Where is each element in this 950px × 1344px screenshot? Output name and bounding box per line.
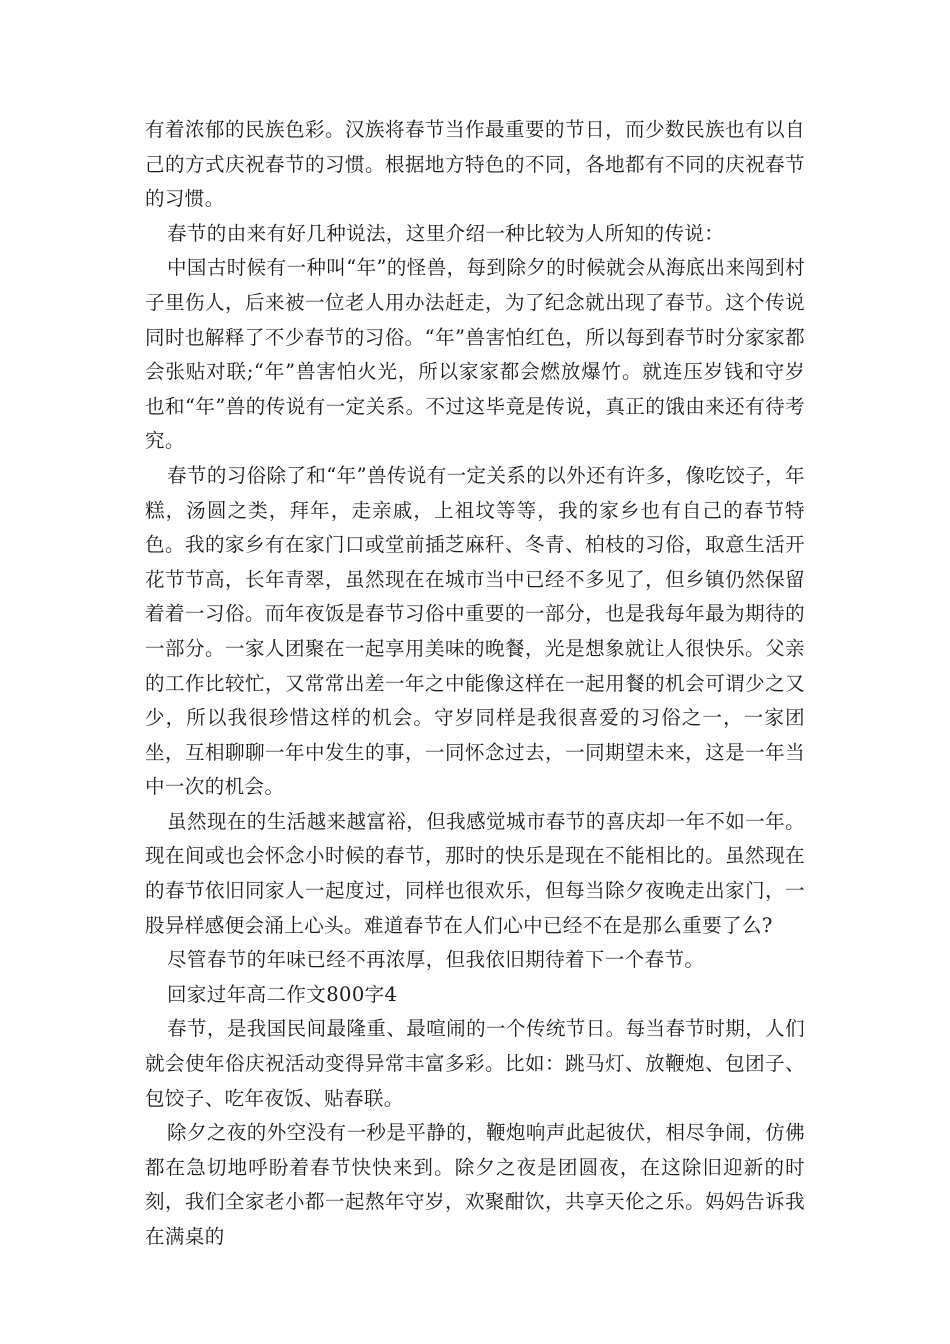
paragraph-spring-festival: 春节，是我国民间最隆重、最喧闹的一个传统节日。每当春节时期，人们就会使年俗庆祝活动变得异常丰富多彩。比如：跳马灯、放鞭炮、包团子、包饺子、吃年夜饭、贴春联。 (145, 1017, 805, 1110)
document-body (145, 113, 805, 1255)
paragraph-new-years-eve: 除夕之夜的外空没有一秒是平静的，鞭炮响声此起彼伏，相尽争闹，仿佛都在急切地呼盼着春节快快来到。除夕之夜是团圆夜，在这除旧迎新的时刻，我们全家老小都一起熬年守岁，欢聚酣饮，共享天伦之乐。妈妈告诉我在满桌的 (145, 1121, 805, 1248)
paragraph-customs: 春节的习俗除了和“年”兽传说有一定关系的以外还有许多，像吃饺子，年糕，汤圆之类，拜年，走亲戚，上祖坟等等，我的家乡也有自己的春节特色。我的家乡有在家门口或堂前插芝麻秆、冬青、柏枝的习俗，取意生活开花节节高，长年青翠，虽然现在在城市当中已经不多见了，但乡镇仍然保留着着一习俗。而年夜饭是春节习俗中重要的一部分，也是我每年最为期待的一部分。一家人团聚在一起享用美味的晚餐，光是想象就让人很快乐。父亲的工作比较忙，又常常出差一年之中能像这样在一起用餐的机会可谓少之又少，所以我很珍惜这样的机会。守岁同样是我很喜爱的习俗之一，一家团坐，互相聊聊一年中发生的事，一同怀念过去，一同期望未来，这是一年当中一次的机会。 (145, 463, 805, 799)
paragraph-nian-legend: 中国古时候有一种叫“年”的怪兽，每到除夕的时候就会从海底出来闯到村子里伤人，后来被一位老人用办法赶走，为了纪念就出现了春节。这个传说同时也解释了不少春节的习俗。“年”兽害怕红色，所以每到春节时分家家都会张贴对联;“年”兽害怕火光，所以家家都会燃放爆竹。就连压岁钱和守岁也和“年”兽的传说有一定关系。不过这毕竟是传说，真正的饿由来还有待考究。 (145, 256, 805, 453)
paragraph-continuation: 有着浓郁的民族色彩。汉族将春节当作最重要的节日，而少数民族也有以自己的方式庆祝春节的习惯。根据地方特色的不同，各地都有不同的庆祝春节的习惯。 (145, 118, 805, 211)
paragraph-reflection: 虽然现在的生活越来越富裕，但我感觉城市春节的喜庆却一年不如一年。现在间或也会怀念小时候的春节，那时的快乐是现在不能相比的。虽然现在的春节依旧同家人一起度过，同样也很欢乐，但每当除夕夜晚走出家门，一股异样感便会涌上心头。难道春节在人们心中已经不在是那么重要了么? (145, 809, 805, 937)
paragraph-conclusion: 尽管春节的年味已经不再浓厚，但我依旧期待着下一个春节。 (167, 948, 705, 972)
paragraph-origin-intro: 春节的由来有好几种说法，这里介绍一种比较为人所知的传说： (167, 221, 725, 245)
essay-heading: 回家过年高二作文800字4 (167, 982, 398, 1006)
